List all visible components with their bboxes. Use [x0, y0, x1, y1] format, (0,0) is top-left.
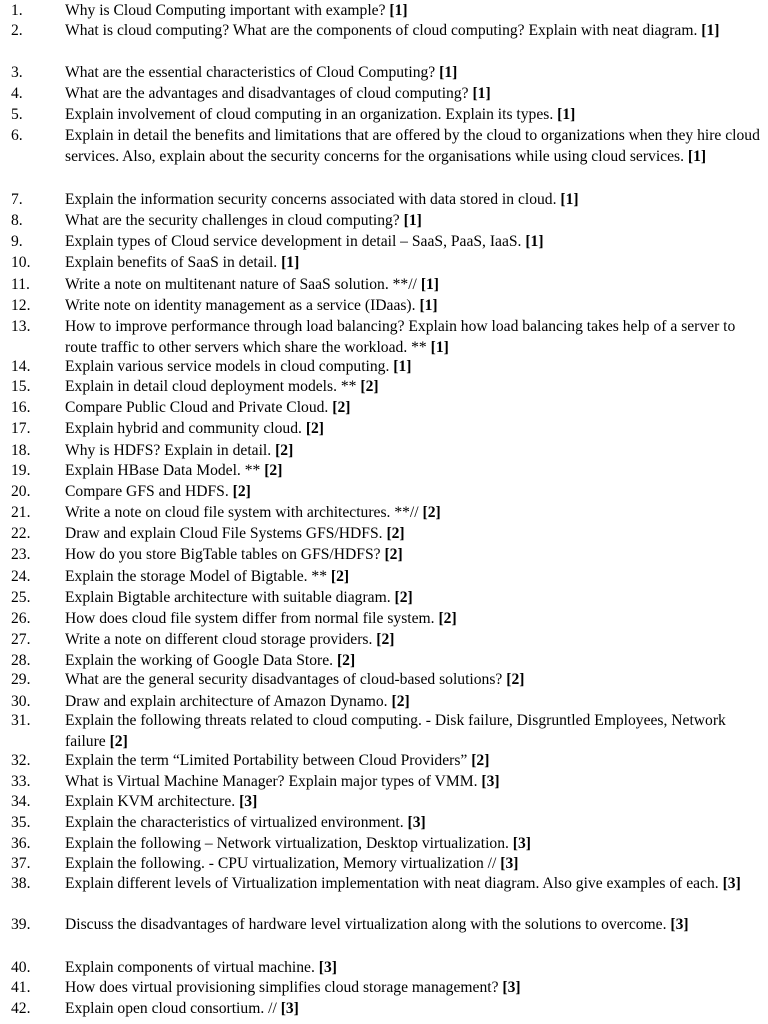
question-body: Discuss the disadvantages of hardware level virtualization along with the solutions to overcome. [65, 916, 667, 933]
question-number: 21. [11, 504, 31, 521]
question-body: Explain open cloud consortium. // [65, 1000, 277, 1017]
question-text [65, 998, 760, 1019]
question-text [65, 20, 760, 41]
question-number: 25. [11, 589, 31, 606]
question-text [65, 376, 760, 397]
question-number: 42. [11, 1000, 31, 1017]
question-tag: [2] [332, 399, 351, 416]
question-tag: [1] [687, 148, 707, 165]
question-number: 37. [11, 855, 31, 872]
question-text [65, 502, 760, 523]
question-number: 28. [11, 652, 31, 669]
question-body: How to improve performance through load balancing? Explain how load balancing takes help of a server to route traffic to other servers which share the workload. ** [65, 318, 736, 356]
question-body: What are the advantages and disadvantages of cloud computing? [65, 85, 469, 102]
question-tag: [3] [318, 959, 337, 976]
question-number: 22. [11, 525, 31, 542]
question-number: 13. [11, 318, 31, 335]
question-text [65, 629, 760, 650]
question-text [65, 587, 760, 608]
question-number: 5. [11, 106, 23, 123]
question-text [65, 771, 760, 792]
question-number: 33. [11, 773, 31, 790]
question-body: Explain the following – Network virtualization, Desktop virtualization. [65, 835, 509, 852]
question-tag: [2] [336, 652, 356, 669]
question-tag: [3] [407, 814, 426, 831]
question-body: Why is Cloud Computing important with example? [65, 2, 386, 19]
question-number: 15. [11, 378, 31, 395]
question-text [65, 460, 760, 481]
question-number: 23. [11, 546, 31, 563]
question-number: 40. [11, 959, 31, 976]
question-text [65, 210, 760, 231]
question-body: Explain types of Cloud service development in detail – SaaS, PaaS, IaaS. [65, 233, 522, 250]
question-body: Explain Bigtable architecture with suitable diagram. [65, 589, 391, 606]
question-body: Explain different levels of Virtualization implementation with neat diagram. Also give examples of each. [65, 875, 719, 892]
question-number: 31. [11, 712, 31, 729]
question-number: 8. [11, 212, 23, 229]
question-tag: [1] [420, 276, 439, 293]
question-tag: [1] [389, 2, 408, 19]
question-text [65, 418, 760, 439]
question-tag: [2] [109, 733, 128, 750]
question-number: 11. [11, 276, 30, 293]
question-text [65, 295, 760, 316]
question-text [65, 669, 760, 690]
question-number: 39. [11, 916, 31, 933]
question-text [65, 104, 760, 125]
question-text [65, 523, 760, 544]
question-tag: [2] [391, 693, 410, 710]
question-number: 41. [11, 979, 31, 996]
question-body: Explain various service models in cloud computing. [65, 358, 390, 375]
question-number: 6. [11, 127, 23, 144]
question-text [65, 274, 760, 295]
question-tag: [1] [281, 254, 300, 271]
question-body: Explain involvement of cloud computing in an organization. Explain its types. [65, 106, 554, 123]
question-body: Write a note on cloud file system with architectures. **// [65, 504, 419, 521]
question-body: Explain hybrid and community cloud. [65, 420, 302, 437]
question-number: 26. [11, 610, 31, 627]
question-tag: [3] [502, 979, 521, 996]
question-tag: [2] [275, 442, 294, 459]
question-tag: [1] [393, 358, 412, 375]
question-number: 9. [11, 233, 23, 250]
question-body: What is cloud computing? What are the components of cloud computing? Explain with neat diagram. [65, 22, 698, 39]
question-body: Explain benefits of SaaS in detail. [65, 254, 278, 271]
question-number: 30. [11, 693, 31, 710]
question-text [65, 440, 760, 461]
question-body: What are the essential characteristics of Cloud Computing? [65, 64, 436, 81]
question-text [65, 710, 760, 752]
question-tag: [3] [239, 793, 258, 810]
question-number: 38. [11, 875, 31, 892]
question-body: Explain the information security concerns associated with data stored in cloud. [65, 191, 557, 208]
question-tag: [1] [557, 106, 576, 123]
question-text [65, 481, 760, 502]
question-tag: [2] [264, 462, 283, 479]
question-tag: [2] [438, 610, 457, 627]
question-tag: [3] [512, 835, 531, 852]
question-tag: [3] [670, 916, 689, 933]
question-text [65, 544, 760, 565]
question-body: Explain components of virtual machine. [65, 959, 315, 976]
question-tag: [2] [232, 483, 251, 500]
question-text [65, 791, 760, 812]
question-tag: [2] [305, 420, 324, 437]
question-tag: [2] [330, 568, 350, 585]
question-text [65, 231, 760, 252]
question-number: 12. [11, 297, 31, 314]
question-number: 10. [11, 254, 31, 271]
question-tag: [2] [394, 589, 413, 606]
question-text [65, 356, 760, 377]
question-text [65, 316, 760, 358]
question-body: Explain in detail the benefits and limitations that are offered by the cloud to organizations when they hire cloud services. Also, explain about the security concerns for the organisations while using cloud services. [65, 127, 760, 165]
question-number: 36. [11, 835, 31, 852]
question-number: 19. [11, 462, 31, 479]
question-number: 27. [11, 631, 31, 648]
question-number: 14. [11, 358, 31, 375]
question-body: Explain HBase Data Model. ** [65, 462, 261, 479]
question-number: 35. [11, 814, 31, 831]
question-body: What are the general security disadvantages of cloud-based solutions? [65, 671, 503, 688]
question-number: 29. [11, 671, 31, 688]
question-number: 20. [11, 483, 31, 500]
question-number: 24. [11, 568, 31, 585]
question-tag: [3] [280, 1000, 299, 1017]
question-body: Compare Public Cloud and Private Cloud. [65, 399, 329, 416]
question-body: Explain in detail cloud deployment models. ** [65, 378, 357, 395]
question-tag: [1] [472, 85, 491, 102]
question-body: Explain the working of Google Data Store. [65, 652, 334, 669]
question-body: Explain the following. - CPU virtualization, Memory virtualization // [65, 855, 497, 872]
question-body: Compare GFS and HDFS. [65, 483, 229, 500]
question-number: 32. [11, 752, 31, 769]
question-body: Explain the storage Model of Bigtable. ** [65, 568, 328, 585]
question-number: 3. [11, 64, 23, 81]
question-body: Write a note on multitenant nature of SaaS solution. **// [65, 276, 417, 293]
question-body: How do you store BigTable tables on GFS/HDFS? [65, 546, 381, 563]
question-text [65, 608, 760, 629]
question-body: Explain KVM architecture. [65, 793, 236, 810]
question-tag: [1] [403, 212, 422, 229]
question-text [65, 252, 760, 273]
question-body: How does cloud file system differ from normal file system. [65, 610, 435, 627]
question-text [65, 853, 760, 874]
question-tag: [1] [439, 64, 458, 81]
question-body: What is Virtual Machine Manager? Explain major types of VMM. [65, 773, 478, 790]
question-text [65, 566, 760, 587]
question-body: Draw and explain architecture of Amazon Dynamo. [65, 693, 388, 710]
question-text [65, 957, 760, 978]
question-body: Explain the following threats related to cloud computing. - Disk failure, Disgruntled Employees, Network failure [65, 712, 726, 750]
question-number: 2. [11, 22, 23, 39]
question-text [65, 397, 760, 418]
question-text [65, 650, 760, 671]
question-number: 7. [11, 191, 23, 208]
question-tag: [1] [430, 339, 449, 356]
question-tag: [3] [500, 855, 519, 872]
question-text [65, 189, 760, 210]
question-number: 34. [11, 793, 31, 810]
question-text [65, 873, 760, 894]
question-tag: [1] [701, 22, 720, 39]
question-tag: [2] [386, 525, 405, 542]
question-text [65, 914, 760, 935]
question-number: 18. [11, 442, 31, 459]
question-text [65, 750, 760, 771]
question-tag: [3] [481, 773, 500, 790]
question-number: 17. [11, 420, 31, 437]
question-body: Write note on identity management as a service (IDaas). [65, 297, 416, 314]
question-number: 16. [11, 399, 31, 416]
question-text [65, 0, 760, 21]
question-tag: [1] [419, 297, 438, 314]
question-tag: [2] [360, 378, 379, 395]
question-text [65, 812, 760, 833]
question-text [65, 62, 760, 83]
question-text [65, 691, 760, 712]
question-body: How does virtual provisioning simplifies cloud storage management? [65, 979, 499, 996]
question-text [65, 977, 760, 998]
question-tag: [2] [422, 504, 441, 521]
question-tag: [2] [506, 671, 525, 688]
question-tag: [2] [471, 752, 490, 769]
question-number: 1. [11, 2, 23, 19]
question-body: Draw and explain Cloud File Systems GFS/HDFS. [65, 525, 383, 542]
question-body: Explain the characteristics of virtualized environment. [65, 814, 404, 831]
question-tag: [1] [525, 233, 544, 250]
question-text [65, 833, 760, 854]
question-number: 4. [11, 85, 23, 102]
question-body: Why is HDFS? Explain in detail. [65, 442, 272, 459]
question-tag: [3] [722, 875, 741, 892]
question-tag: [1] [560, 191, 579, 208]
question-tag: [2] [384, 546, 403, 563]
question-text [65, 83, 760, 104]
question-tag: [2] [376, 631, 395, 648]
question-text [65, 125, 760, 167]
question-body: Explain the term “Limited Portability between Cloud Providers” [65, 752, 468, 769]
question-body: What are the security challenges in cloud computing? [65, 212, 400, 229]
question-body: Write a note on different cloud storage providers. [65, 631, 373, 648]
